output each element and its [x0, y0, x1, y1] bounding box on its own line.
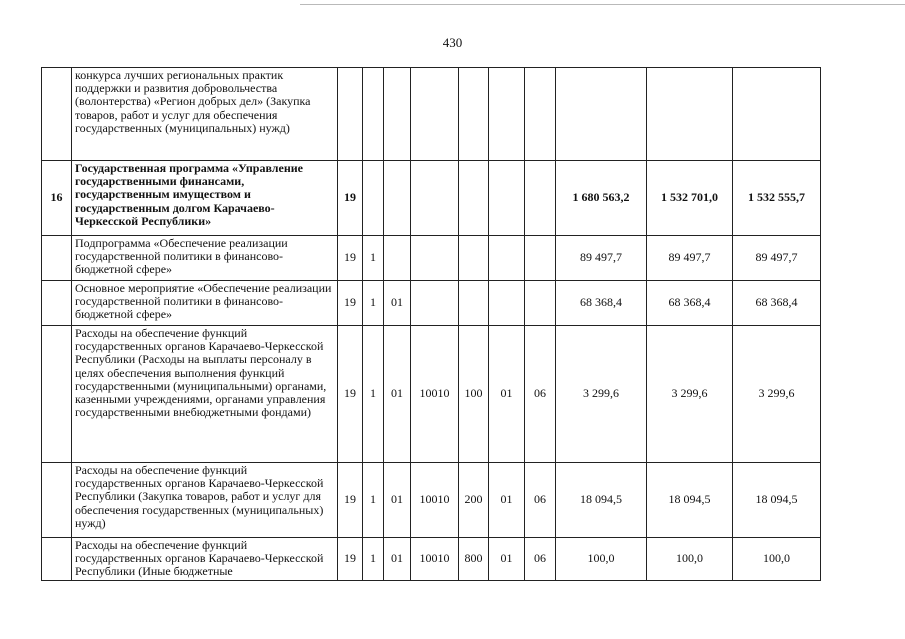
code-subprogram-cell: 1	[363, 538, 384, 581]
code-activity-cell: 01	[384, 281, 411, 326]
code-direction-cell	[411, 281, 459, 326]
amount-year2-cell: 3 299,6	[647, 326, 733, 463]
item-name-cell: Основное мероприятие «Обеспечение реализации государственной политики в финансово-бюджетной сфере»	[72, 281, 338, 326]
row-number-cell	[42, 463, 72, 538]
code-ministry-cell: 19	[338, 281, 363, 326]
code-direction-cell: 10010	[411, 326, 459, 463]
amount-year3-cell: 68 368,4	[733, 281, 821, 326]
code-section-cell	[489, 68, 525, 161]
amount-year2-cell: 68 368,4	[647, 281, 733, 326]
code-subsection-cell: 06	[525, 463, 556, 538]
amount-year2-cell: 100,0	[647, 538, 733, 581]
code-subprogram-cell	[363, 68, 384, 161]
table-row	[42, 68, 821, 161]
code-section-cell: 01	[489, 326, 525, 463]
code-expense-type-cell	[459, 281, 489, 326]
code-subprogram-cell: 1	[363, 463, 384, 538]
amount-year3-cell: 100,0	[733, 538, 821, 581]
code-activity-cell	[384, 161, 411, 236]
code-activity-cell	[384, 236, 411, 281]
amount-year1-cell: 18 094,5	[556, 463, 647, 538]
amount-year2-cell: 1 532 701,0	[647, 161, 733, 236]
code-activity-cell: 01	[384, 538, 411, 581]
row-number-cell	[42, 281, 72, 326]
code-activity-cell	[384, 68, 411, 161]
item-name-cell: Расходы на обеспечение функций государственных органов Карачаево-Черкесской Республики (Закупка товаров, работ и услуг для обеспечения государственных (муниципальных) нужд)	[72, 463, 338, 538]
item-name-cell: Расходы на обеспечение функций государственных органов Карачаево-Черкесской Республики (Иные бюджетные	[72, 538, 338, 581]
code-direction-cell: 10010	[411, 538, 459, 581]
table-row	[42, 463, 821, 538]
code-ministry-cell: 19	[338, 161, 363, 236]
table-row	[42, 281, 821, 326]
code-direction-cell	[411, 161, 459, 236]
code-subsection-cell	[525, 236, 556, 281]
code-ministry-cell: 19	[338, 326, 363, 463]
amount-year1-cell: 3 299,6	[556, 326, 647, 463]
code-expense-type-cell	[459, 236, 489, 281]
amount-year2-cell: 89 497,7	[647, 236, 733, 281]
code-direction-cell	[411, 236, 459, 281]
code-ministry-cell: 19	[338, 538, 363, 581]
code-subprogram-cell: 1	[363, 326, 384, 463]
item-name-cell: Подпрограмма «Обеспечение реализации государственной политики в финансово-бюджетной сфере»	[72, 236, 338, 281]
code-expense-type-cell: 100	[459, 326, 489, 463]
code-expense-type-cell	[459, 68, 489, 161]
amount-year1-cell: 100,0	[556, 538, 647, 581]
page-number: 430	[442, 35, 463, 50]
row-number-cell	[42, 326, 72, 463]
scan-edge-line	[300, 4, 905, 5]
table-row	[42, 236, 821, 281]
code-subsection-cell	[525, 281, 556, 326]
code-section-cell: 01	[489, 538, 525, 581]
code-ministry-cell: 19	[338, 236, 363, 281]
item-name-cell: Расходы на обеспечение функций государственных органов Карачаево-Черкесской Республики (Расходы на выплаты персоналу в целях обеспечения выполнения функций государственными (муниципальными) органами, казенными учреждениями, органами управления государственными внебюджетными фондами)	[72, 326, 338, 463]
code-subsection-cell	[525, 68, 556, 161]
amount-year3-cell: 3 299,6	[733, 326, 821, 463]
amount-year1-cell: 89 497,7	[556, 236, 647, 281]
code-ministry-cell	[338, 68, 363, 161]
row-number-cell	[42, 236, 72, 281]
table-row	[42, 326, 821, 463]
code-activity-cell: 01	[384, 326, 411, 463]
code-expense-type-cell	[459, 161, 489, 236]
code-activity-cell: 01	[384, 463, 411, 538]
code-section-cell	[489, 281, 525, 326]
code-subsection-cell: 06	[525, 538, 556, 581]
amount-year3-cell: 18 094,5	[733, 463, 821, 538]
code-ministry-cell: 19	[338, 463, 363, 538]
row-number-cell	[42, 538, 72, 581]
amount-year2-cell	[647, 68, 733, 161]
amount-year1-cell: 1 680 563,2	[556, 161, 647, 236]
code-subprogram-cell: 1	[363, 281, 384, 326]
row-number-cell: 16	[42, 161, 72, 236]
amount-year1-cell	[556, 68, 647, 161]
amount-year3-cell	[733, 68, 821, 161]
code-subprogram-cell	[363, 161, 384, 236]
item-name-cell: Государственная программа «Управление государственными финансами, государственным имуществом и государственным долгом Карачаево-Черкесской Республики»	[72, 161, 338, 236]
table-body	[42, 68, 821, 581]
code-direction-cell: 10010	[411, 463, 459, 538]
item-name-cell: конкурса лучших региональных практик поддержки и развития добровольчества (волонтерства) «Регион добрых дел» (Закупка товаров, работ и услуг для обеспечения государственных (муниципальных) нужд)	[72, 68, 338, 161]
code-section-cell	[489, 161, 525, 236]
code-subsection-cell	[525, 161, 556, 236]
amount-year3-cell: 1 532 555,7	[733, 161, 821, 236]
code-subprogram-cell: 1	[363, 236, 384, 281]
code-direction-cell	[411, 68, 459, 161]
amount-year2-cell: 18 094,5	[647, 463, 733, 538]
code-section-cell	[489, 236, 525, 281]
code-expense-type-cell: 200	[459, 463, 489, 538]
code-subsection-cell: 06	[525, 326, 556, 463]
row-number-cell	[42, 68, 72, 161]
table-row	[42, 161, 821, 236]
amount-year3-cell: 89 497,7	[733, 236, 821, 281]
amount-year1-cell: 68 368,4	[556, 281, 647, 326]
code-section-cell: 01	[489, 463, 525, 538]
table-row	[42, 538, 821, 581]
budget-table	[41, 67, 821, 581]
code-expense-type-cell: 800	[459, 538, 489, 581]
